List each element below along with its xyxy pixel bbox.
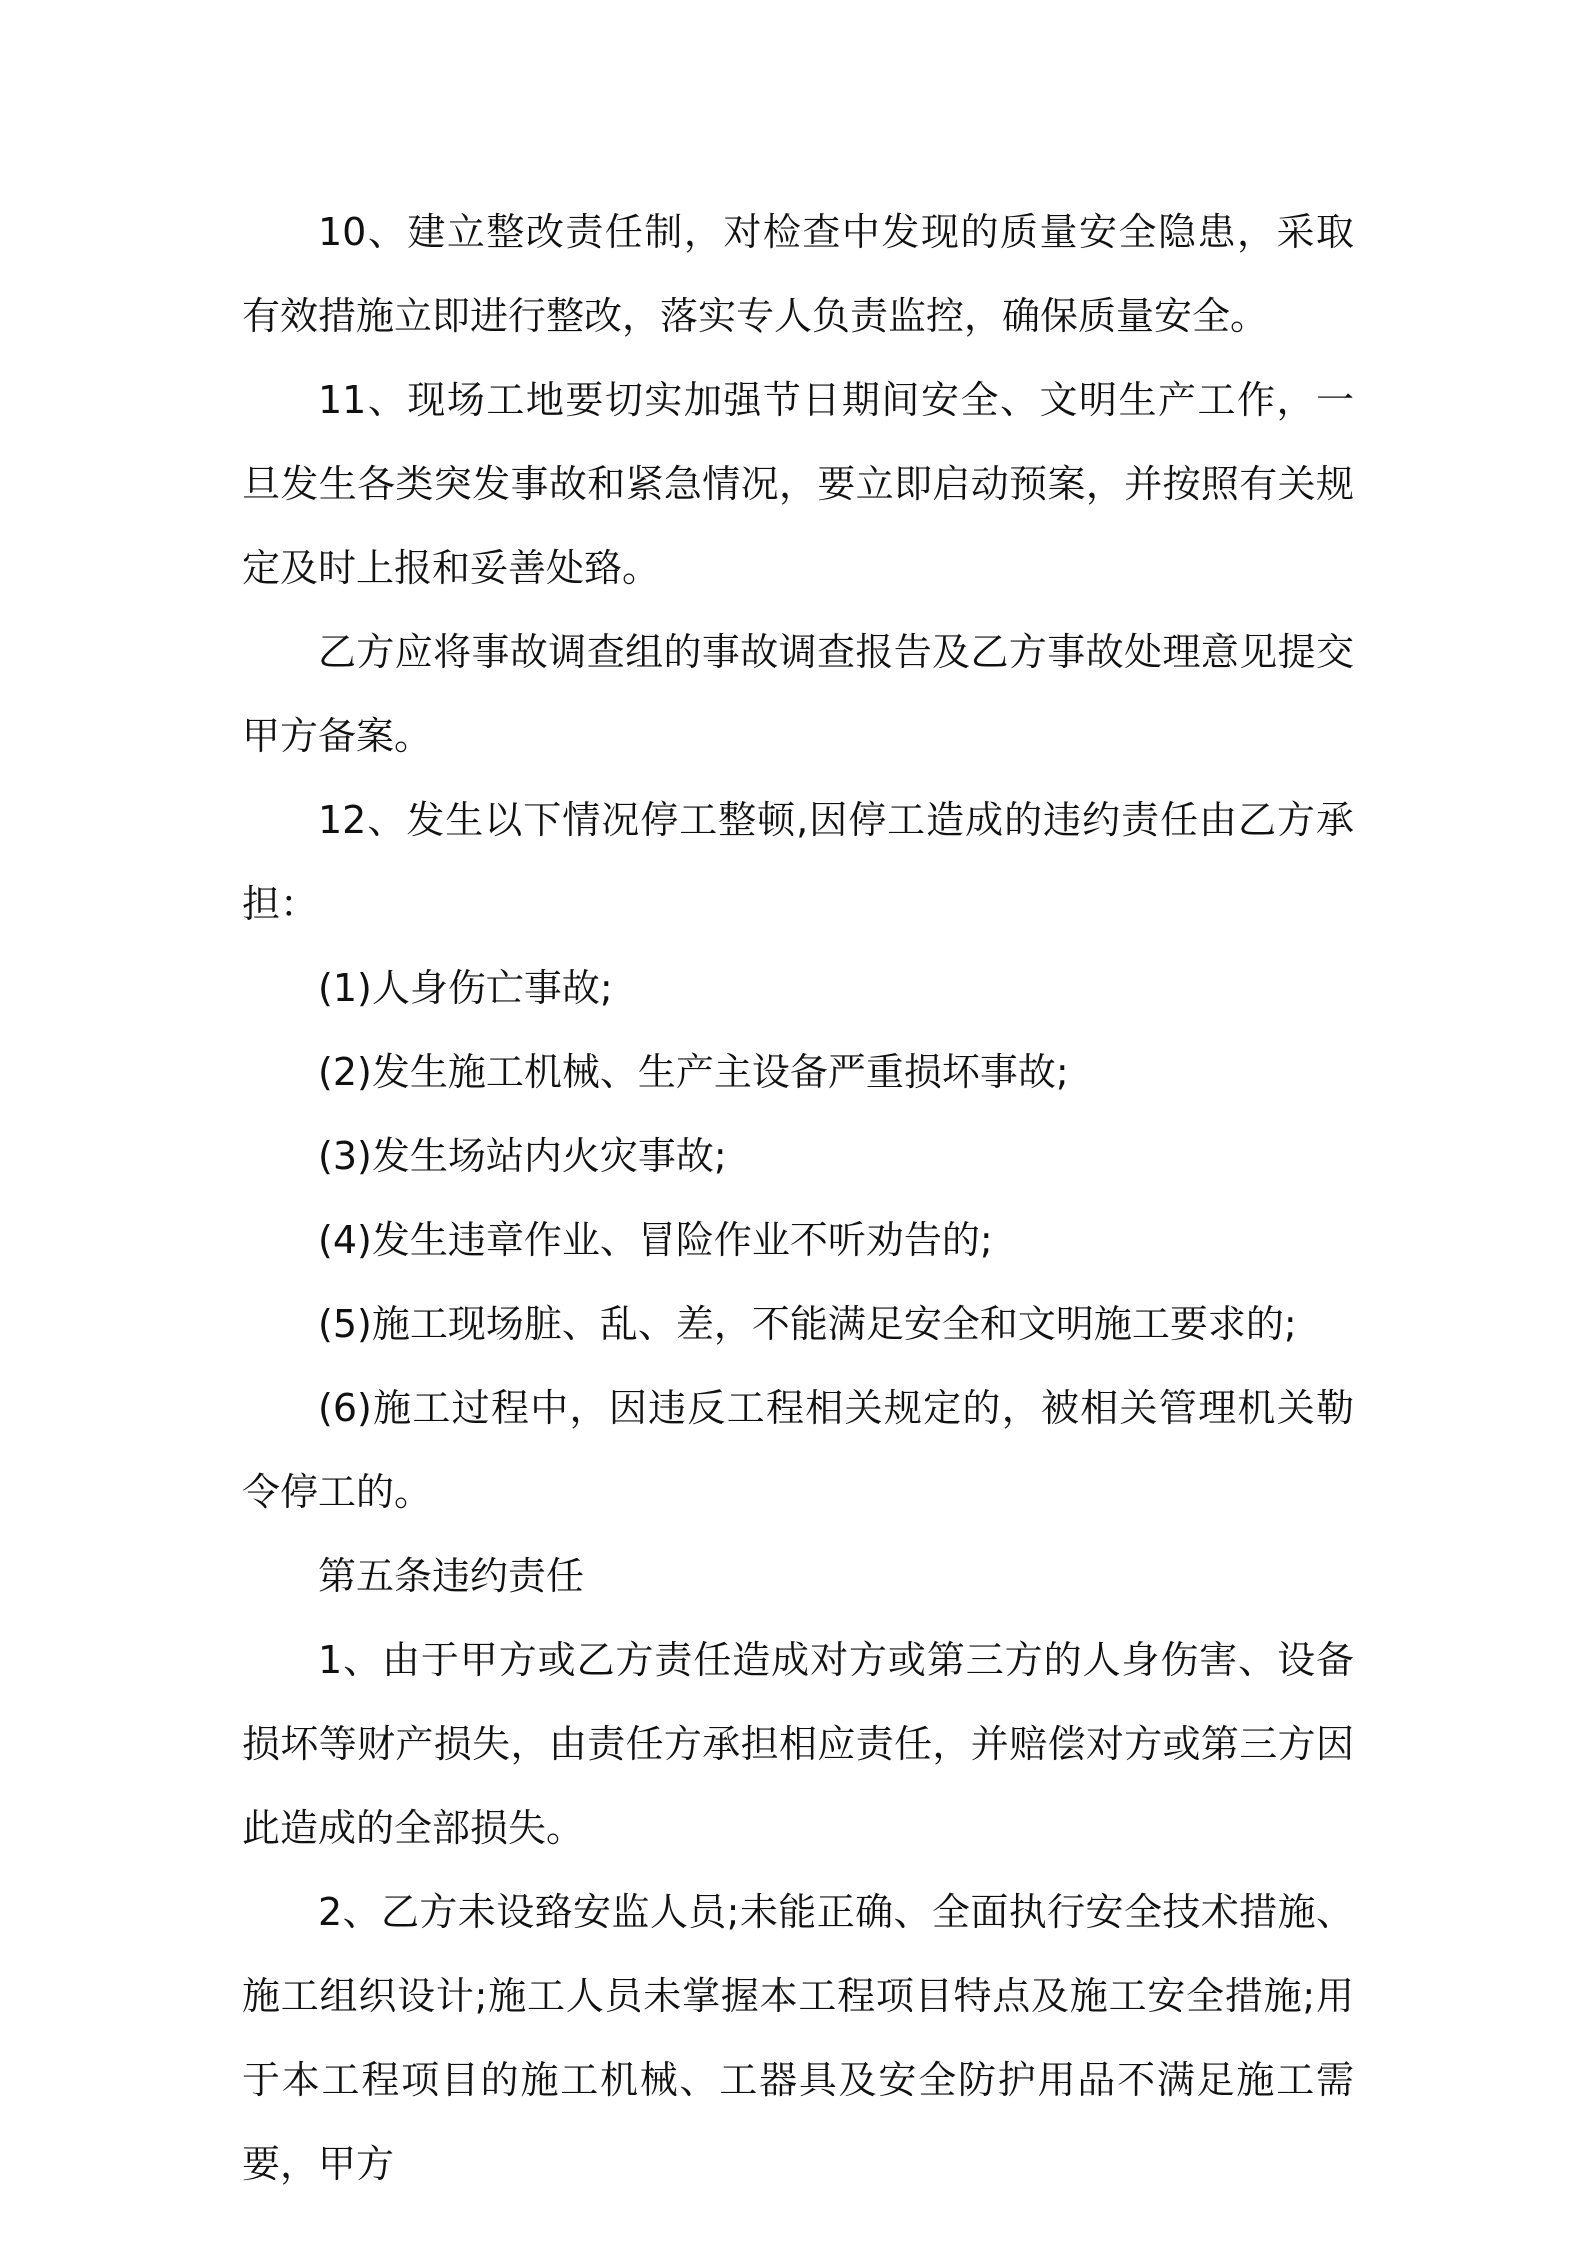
paragraph-holiday-safety: 11、现场工地要切实加强节日期间安全、文明生产工作，一旦发生各类突发事故和紧急情况，要立即启动预案，并按照有关规定及时上报和妥善处臵。	[242, 378, 1354, 590]
list-item-5: (5)施工现场脏、乱、差，不能满足安全和文明施工要求的;	[318, 1302, 1297, 1346]
section-heading-breach-liability: 第五条违约责任	[318, 1554, 585, 1598]
paragraph-rectification-responsibility: 10、建立整改责任制，对检查中发现的质量安全隐患，采取有效措施立即进行整改，落实专人负责监控，确保质量安全。	[242, 210, 1354, 338]
list-item-2: (2)发生施工机械、生产主设备严重损坏事故;	[318, 1050, 1069, 1094]
paragraph-breach-2: 2、乙方未设臵安监人员;未能正确、全面执行安全技术措施、施工组织设计;施工人员未掌握本工程项目特点及施工安全措施;用于本工程项目的施工机械、工器具及安全防护用品不满足施工需要，甲方	[242, 1890, 1354, 2186]
paragraph-breach-1: 1、由于甲方或乙方责任造成对方或第三方的人身伤害、设备损坏等财产损失，由责任方承担相应责任，并赔偿对方或第三方因此造成的全部损失。	[242, 1638, 1354, 1850]
list-item-4: (4)发生违章作业、冒险作业不听劝告的;	[318, 1218, 993, 1262]
document-body	[242, 190, 1354, 2206]
list-item-1: (1)人身伤亡事故;	[318, 966, 613, 1010]
paragraph-accident-report: 乙方应将事故调查组的事故调查报告及乙方事故处理意见提交甲方备案。	[242, 630, 1354, 758]
list-item-6: (6)施工过程中，因违反工程相关规定的，被相关管理机关勒令停工的。	[242, 1386, 1354, 1514]
list-item-3: (3)发生场站内火灾事故;	[318, 1134, 727, 1178]
paragraph-work-stoppage: 12、发生以下情况停工整顿,因停工造成的违约责任由乙方承担：	[242, 798, 1354, 926]
